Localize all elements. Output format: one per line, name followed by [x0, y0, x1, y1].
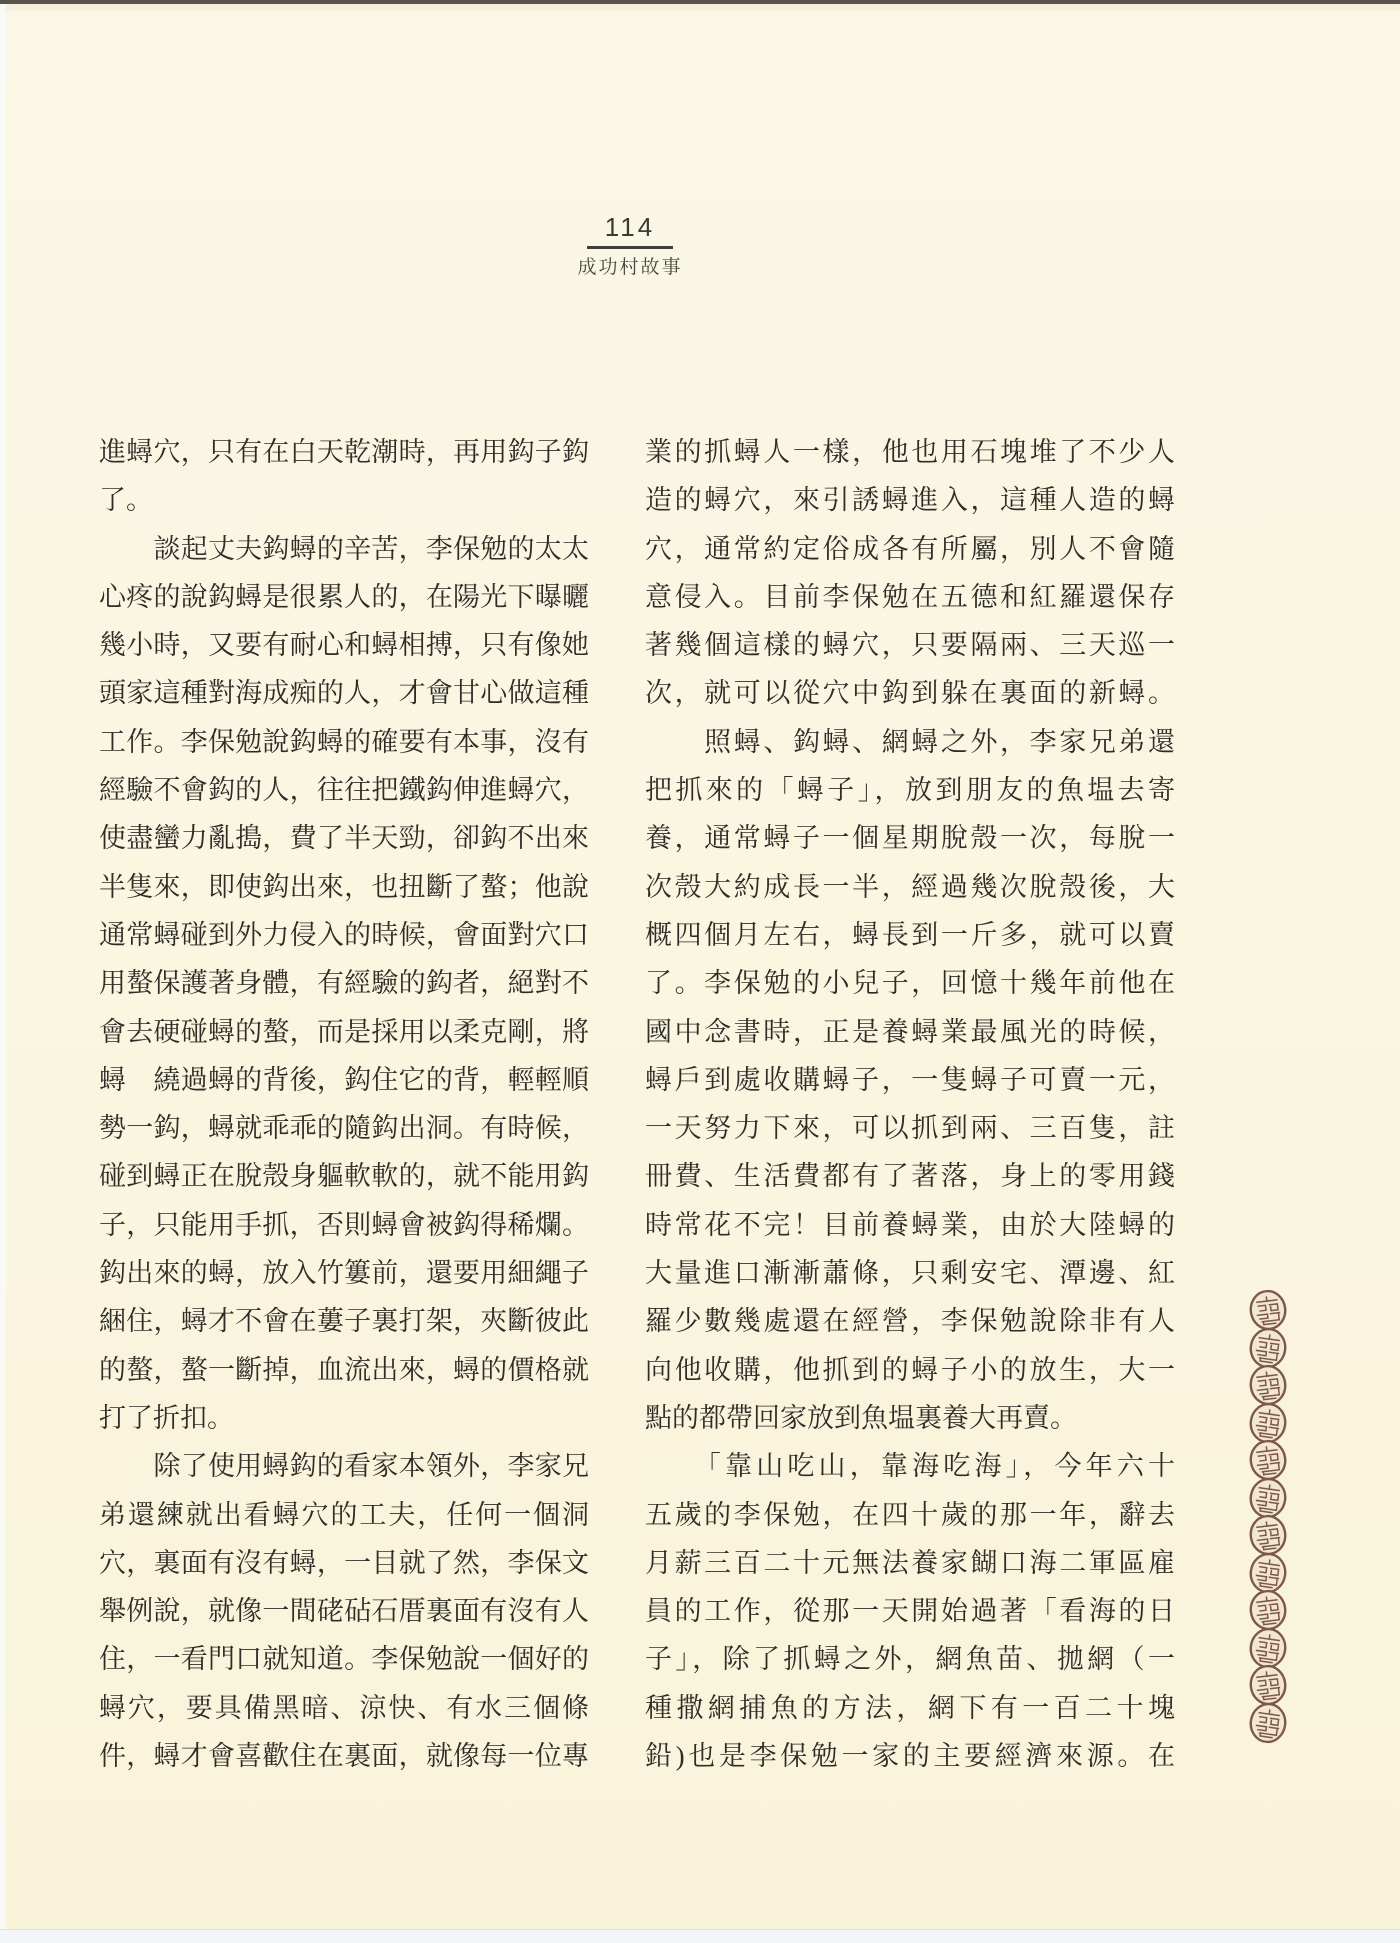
- text-line: 弟還練就出看蟳穴的工夫，任何一個洞: [99, 1499, 589, 1530]
- text-line: 經驗不會鈎的人，往往把鐵鈎伸進蟳穴，: [99, 775, 589, 806]
- text-column-left: [99, 428, 589, 1780]
- text-line: 通常蟳碰到外力侵入的時候，會面對穴口: [99, 919, 589, 950]
- text-line: 次殼大約成長一半，經過幾次脫殼後，大: [645, 871, 1175, 902]
- text-line: 造的蟳穴，來引誘蟳進入，這種人造的蟳: [645, 485, 1175, 516]
- text-line: 碰到蟳正在脫殼身軀軟軟的，就不能用鈎: [99, 1161, 589, 1192]
- text-line: 工作。李保勉說鈎蟳的確要有本事，沒有: [99, 726, 589, 757]
- page-number: 114: [604, 212, 656, 242]
- text-line: 頭家這種對海成痴的人，才會甘心做這種: [99, 678, 589, 709]
- text-line: 大量進口漸漸蕭條，只剩安宅、潭邊、紅: [645, 1258, 1175, 1289]
- seal-stamp-column: [1246, 1290, 1290, 1743]
- text-line: 除了使用蟳鈎的看家本領外，李家兄: [99, 1451, 589, 1482]
- text-line: 員的工作，從那一天開始過著「看海的日: [645, 1596, 1175, 1627]
- text-line: 「靠山吃山，靠海吃海」，今年六十: [645, 1451, 1175, 1482]
- text-line: 半隻來，即使鈎出來，也扭斷了螯；他說: [99, 871, 589, 902]
- text-line: 鈎出來的蟳，放入竹簍前，還要用細繩子: [99, 1258, 589, 1289]
- text-line: 住，一看門口就知道。李保勉說一個好的: [99, 1644, 589, 1675]
- header-rule: [587, 246, 673, 249]
- text-line: 子」，除了抓蟳之外，網魚苗、拋網（一: [645, 1644, 1175, 1675]
- text-line: 時常花不完！目前養蟳業，由於大陸蟳的: [645, 1209, 1175, 1240]
- text-line: 月薪三百二十元無法養家餬口海二軍區雇: [645, 1547, 1175, 1578]
- text-line: 勢一鈎，蟳就乖乖的隨鈎出洞。有時候，: [99, 1113, 589, 1144]
- text-line: 向他收購，他抓到的蟳子小的放生，大一: [645, 1354, 1175, 1385]
- text-line: 蟳戶到處收購蟳子，一隻蟳子可賣一元，: [645, 1064, 1175, 1095]
- text-line: 業的抓蟳人一樣，他也用石塊堆了不少人: [645, 437, 1175, 467]
- text-column-right: [645, 428, 1175, 1780]
- text-line: 照蟳、鈎蟳、網蟳之外，李家兄弟還: [645, 726, 1175, 757]
- text-line: 打了折扣。: [99, 1402, 234, 1433]
- text-line: 談起丈夫鈎蟳的辛苦，李保勉的太太: [99, 533, 589, 564]
- text-line: 穴，通常約定俗成各有所屬，別人不會隨: [645, 533, 1175, 564]
- text-line: 穴，裏面有沒有蟳，一目就了然，李保文: [99, 1547, 589, 1578]
- text-line: 次，就可以從穴中鈎到躲在裏面的新蟳。: [645, 678, 1175, 709]
- text-line: 把抓來的「蟳子」，放到朋友的魚塭去寄: [645, 775, 1175, 806]
- text-line: 種撒網捕魚的方法，網下有一百二十塊: [645, 1692, 1175, 1723]
- text-line: 五歲的李保勉，在四十歲的那一年，辭去: [645, 1499, 1175, 1530]
- scan-edge-bottom: [0, 1929, 1400, 1943]
- seal-stamp-icon: [1245, 1700, 1290, 1745]
- text-line: 蟳穴，要具備黑暗、涼快、有水三個條: [99, 1692, 589, 1723]
- scan-edge-left: [0, 4, 6, 1943]
- text-line: 一天努力下來，可以抓到兩、三百隻，註: [645, 1113, 1175, 1144]
- text-line: 件，蟳才會喜歡住在裏面，就像每一位專: [99, 1741, 589, 1772]
- text-line: 養，通常蟳子一個星期脫殼一次，每脫一: [645, 823, 1175, 854]
- text-line: 進蟳穴，只有在白天乾潮時，再用鈎子鈎: [99, 437, 589, 467]
- text-line: 意侵入。目前李保勉在五德和紅羅還保存: [645, 581, 1175, 612]
- text-line: 的螯，螯一斷掉，血流出來，蟳的價格就: [99, 1354, 589, 1385]
- text-line: 羅少數幾處還在經營，李保勉說除非有人: [645, 1306, 1175, 1337]
- text-line: 著幾個這樣的蟳穴，只要隔兩、三天巡一: [645, 630, 1175, 661]
- text-line: 舉例說，就像一間硓砧石厝裏面有沒有人: [99, 1596, 589, 1627]
- text-line: 綑住，蟳才不會在蔞子裏打架，夾斷彼此: [99, 1306, 589, 1337]
- text-line: 鉛)也是李保勉一家的主要經濟來源。在: [645, 1741, 1175, 1772]
- text-line: 了。李保勉的小兒子，回憶十幾年前他在: [645, 968, 1175, 999]
- text-line: 幾小時，又要有耐心和蟳相搏，只有像她: [99, 630, 589, 661]
- text-line: 子，只能用手抓，否則蟳會被鈎得稀爛。: [99, 1209, 589, 1240]
- text-line: 蟳 繞過蟳的背後，鈎住它的背，輕輕順: [99, 1064, 589, 1095]
- text-line: 使盡蠻力亂搗，費了半天勁，卻鈎不出來: [99, 823, 589, 854]
- text-line: 概四個月左右，蟳長到一斤多，就可以賣: [645, 919, 1175, 950]
- scan-edge-top-highlight: [0, 4, 1400, 11]
- running-title: 成功村故事: [577, 257, 683, 278]
- text-line: 用螯保護著身體，有經驗的鈎者，絕對不: [99, 968, 589, 999]
- text-line: 了。: [99, 485, 153, 516]
- page-header: [530, 212, 730, 279]
- text-line: 心疼的說鈎蟳是很累人的，在陽光下曝曬: [99, 581, 589, 612]
- text-line: 冊費、生活費都有了著落，身上的零用錢: [645, 1161, 1175, 1192]
- text-line: 點的都帶回家放到魚塭裏養大再賣。: [645, 1402, 1077, 1433]
- text-line: 會去硬碰蟳的螯，而是採用以柔克剛，將: [99, 1016, 589, 1047]
- text-line: 國中念書時，正是養蟳業最風光的時候，: [645, 1016, 1175, 1047]
